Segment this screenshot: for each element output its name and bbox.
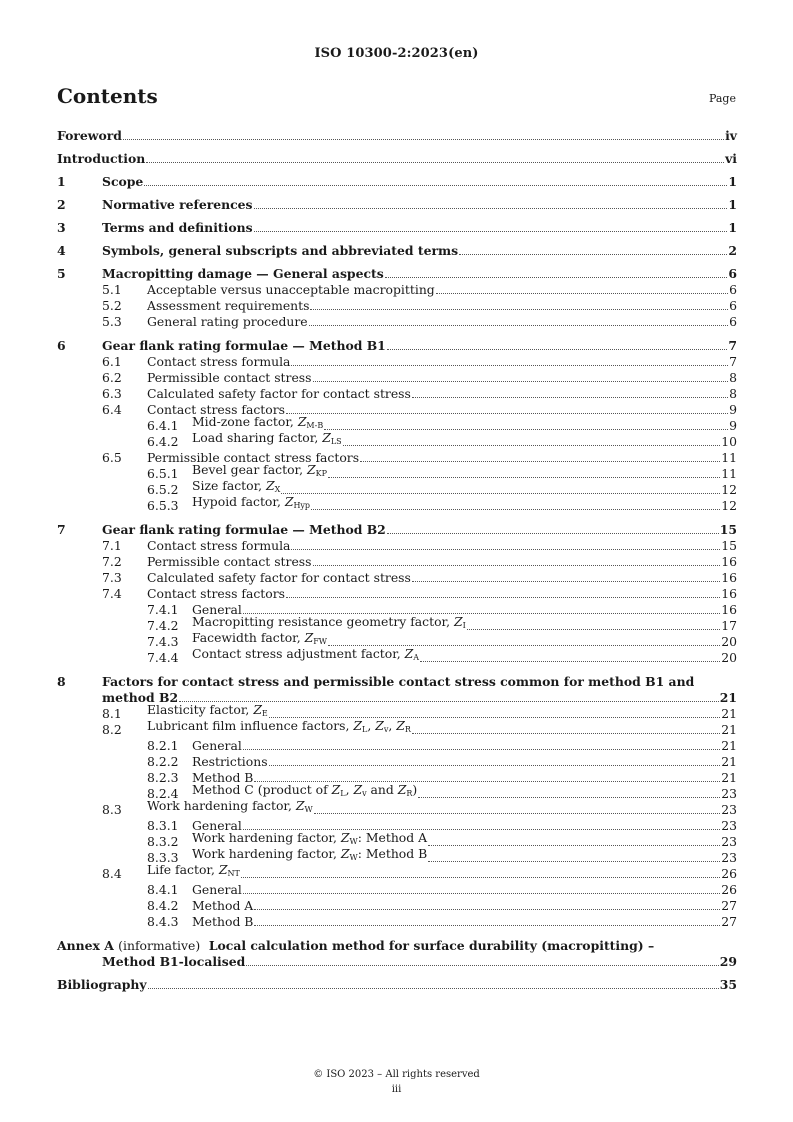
toc-entry-number: 6 bbox=[57, 338, 66, 353]
toc-entry-page: 6 bbox=[728, 266, 737, 281]
toc-entry-title: General bbox=[192, 818, 242, 833]
leader-dots bbox=[418, 797, 720, 798]
toc-entry-title: Method C (product of ZL, Zv and ZR) bbox=[192, 782, 418, 798]
toc-entry-page: 2 bbox=[728, 243, 737, 258]
toc-entry-number: 2 bbox=[57, 197, 66, 212]
toc-entry-section-8-4-3[interactable] bbox=[57, 914, 737, 930]
toc-entry-page: 7 bbox=[728, 338, 737, 353]
toc-entry-title: General bbox=[192, 882, 242, 897]
leader-dots bbox=[387, 349, 728, 350]
leader-dots bbox=[311, 509, 720, 510]
toc-entry-title: Mid-zone factor, ZM-B bbox=[192, 414, 324, 430]
toc-entry-section-8-2-1[interactable] bbox=[57, 738, 737, 754]
toc-entry-page: iv bbox=[725, 128, 737, 143]
toc-entry-title: Contact stress formula bbox=[147, 538, 291, 553]
toc-entry-title: Permissible contact stress bbox=[147, 554, 312, 569]
toc-entry-page: 27 bbox=[721, 914, 737, 929]
toc-entry-annex-a-line2[interactable] bbox=[57, 954, 737, 970]
toc-entry-page: 1 bbox=[728, 197, 737, 212]
leader-dots bbox=[459, 254, 727, 255]
toc-entry-number: 5.3 bbox=[102, 314, 122, 329]
toc-entry-page: 9 bbox=[729, 402, 737, 417]
toc-entry-page: 16 bbox=[721, 602, 737, 617]
leader-dots bbox=[144, 185, 727, 186]
toc-entry-number: 8.1 bbox=[102, 706, 122, 721]
toc-entry-section-8-2[interactable] bbox=[57, 718, 737, 738]
toc-entry-page: 16 bbox=[721, 554, 737, 569]
subscript: E bbox=[261, 709, 268, 718]
toc-entry-title: Size factor, ZX bbox=[192, 478, 281, 494]
toc-entry-number: 6.4.1 bbox=[147, 418, 179, 433]
toc-entry-title: Gear flank rating formulae — Method B1 bbox=[102, 338, 386, 353]
symbol: Z bbox=[266, 478, 275, 493]
toc-entry-title: Method B bbox=[192, 914, 254, 929]
toc-entry-page: 26 bbox=[721, 866, 737, 881]
leader-dots bbox=[254, 909, 720, 910]
toc-entry-section-6[interactable] bbox=[57, 338, 737, 354]
symbol: Z bbox=[353, 782, 363, 797]
toc-entry-section-6-4-2[interactable] bbox=[57, 430, 737, 450]
toc-entry-introduction[interactable] bbox=[57, 151, 737, 167]
symbol: Z bbox=[304, 630, 314, 645]
toc-entry-section-2[interactable] bbox=[57, 197, 737, 213]
toc-entry-section-7-3[interactable] bbox=[57, 570, 737, 586]
toc-entry-title: Contact stress factors bbox=[147, 402, 286, 417]
subscript: NT bbox=[227, 869, 240, 878]
subscript: W bbox=[349, 837, 358, 846]
leader-dots bbox=[146, 162, 724, 163]
toc-entry-title-line2: method B2 bbox=[102, 690, 179, 705]
page-column-label: Page bbox=[708, 92, 736, 105]
leader-dots bbox=[420, 661, 720, 662]
toc-entry-page: 17 bbox=[721, 618, 737, 633]
toc-entry-title: Foreword bbox=[57, 128, 122, 143]
toc-entry-page: 10 bbox=[721, 434, 737, 449]
symbol: Z bbox=[322, 430, 331, 445]
toc-entry-number: 8.3.1 bbox=[147, 818, 179, 833]
subscript: M-B bbox=[306, 421, 324, 430]
toc-entry-section-5-3[interactable] bbox=[57, 314, 737, 330]
subscript: v bbox=[383, 725, 389, 734]
toc-entry-number: 6.4.2 bbox=[147, 434, 179, 449]
toc-entry-section-6-5-1[interactable] bbox=[57, 462, 737, 482]
toc-entry-title: Life factor, ZNT bbox=[147, 862, 240, 878]
toc-entry-title: Macropitting damage — General aspects bbox=[102, 266, 384, 281]
table-of-contents bbox=[57, 128, 737, 993]
toc-entry-title: Facewidth factor, ZFW bbox=[192, 630, 327, 646]
toc-entry-section-8-2-2[interactable] bbox=[57, 754, 737, 770]
symbol: Z bbox=[454, 614, 463, 629]
toc-entry-number: 6.5.2 bbox=[147, 482, 179, 497]
toc-entry-title: Load sharing factor, ZLS bbox=[192, 430, 342, 446]
leader-dots bbox=[360, 461, 720, 462]
toc-entry-number: 5.2 bbox=[102, 298, 122, 313]
toc-entry-title-line2: Method B1-localised bbox=[102, 954, 246, 969]
toc-entry-section-6-4[interactable] bbox=[57, 402, 737, 418]
symbol: Z bbox=[218, 862, 228, 877]
toc-entry-number: 8.2.2 bbox=[147, 754, 179, 769]
toc-entry-section-7-2[interactable] bbox=[57, 554, 737, 570]
toc-entry-number: 8.3 bbox=[102, 802, 122, 817]
toc-entry-section-6-2[interactable] bbox=[57, 370, 737, 386]
toc-entry-section-6-1[interactable] bbox=[57, 354, 737, 370]
toc-entry-title: General bbox=[192, 602, 242, 617]
toc-entry-number: 6.3 bbox=[102, 386, 122, 401]
toc-entry-number: 7.3 bbox=[102, 570, 122, 585]
toc-entry-page: 8 bbox=[729, 386, 737, 401]
subscript: W bbox=[304, 805, 313, 814]
toc-entry-page: 21 bbox=[721, 738, 737, 753]
toc-entry-number: 8.2.1 bbox=[147, 738, 179, 753]
toc-entry-number: 8.3.3 bbox=[147, 850, 179, 865]
toc-entry-number: 8.2.4 bbox=[147, 786, 179, 801]
leader-dots bbox=[324, 429, 728, 430]
symbol: Z bbox=[306, 462, 316, 477]
toc-entry-title: Calculated safety factor for contact stress bbox=[147, 570, 411, 585]
toc-entry-page: 15 bbox=[719, 522, 737, 537]
toc-entry-title-line1: Factors for contact stress and permissible contact stress common for method B1 and bbox=[102, 674, 695, 689]
toc-entry-foreword[interactable] bbox=[57, 128, 737, 144]
toc-entry-title-line1: Local calculation method for surface durability (macropitting) – bbox=[208, 938, 655, 953]
leader-dots bbox=[328, 477, 720, 478]
leader-dots bbox=[291, 365, 728, 366]
toc-entry-page: 6 bbox=[729, 282, 737, 297]
toc-entry-title: Lubricant film influence factors, ZL, Zv, ZR bbox=[147, 718, 411, 734]
toc-entry-title: Restrictions bbox=[192, 754, 268, 769]
leader-dots bbox=[246, 965, 718, 966]
symbol: Z bbox=[331, 782, 341, 797]
subscript: R bbox=[404, 725, 411, 734]
toc-entry-section-7-1[interactable] bbox=[57, 538, 737, 554]
toc-entry-title: Method B bbox=[192, 770, 254, 785]
toc-entry-section-8-4-1[interactable] bbox=[57, 882, 737, 898]
toc-entry-page: vi bbox=[725, 151, 737, 166]
toc-entry-number: 6.5.1 bbox=[147, 466, 179, 481]
toc-entry-number: 1 bbox=[57, 174, 66, 189]
toc-entry-title: Normative references bbox=[102, 197, 253, 212]
contents-title: Contents bbox=[57, 84, 158, 108]
toc-entry-page: 23 bbox=[721, 850, 737, 865]
annex-a-heading bbox=[57, 938, 654, 954]
toc-entry-page: 6 bbox=[729, 314, 737, 329]
toc-entry-number: 7.4.2 bbox=[147, 618, 179, 633]
leader-dots bbox=[269, 765, 721, 766]
toc-entry-number: 8.3.2 bbox=[147, 834, 179, 849]
subscript: A bbox=[413, 653, 420, 662]
symbol: Z bbox=[297, 414, 307, 429]
toc-entry-section-8-4-2[interactable] bbox=[57, 898, 737, 914]
toc-entry-number: 6.2 bbox=[102, 370, 122, 385]
toc-entry-section-7-4[interactable] bbox=[57, 586, 737, 602]
toc-entry-number: 8.4.1 bbox=[147, 882, 179, 897]
toc-entry-title: Calculated safety factor for contact stress bbox=[147, 386, 411, 401]
toc-entry-title: Permissible contact stress bbox=[147, 370, 312, 385]
leader-dots bbox=[254, 208, 728, 209]
symbol: Z bbox=[253, 702, 262, 717]
toc-entry-section-6-5[interactable] bbox=[57, 450, 737, 466]
toc-entry-number: 6.1 bbox=[102, 354, 122, 369]
toc-entry-title: Permissible contact stress factors bbox=[147, 450, 360, 465]
toc-entry-page: 23 bbox=[721, 818, 737, 833]
toc-entry-number: 8.4.3 bbox=[147, 914, 179, 929]
leader-dots bbox=[281, 493, 720, 494]
toc-entry-section-5-1[interactable] bbox=[57, 282, 737, 298]
toc-entry-number: 7.1 bbox=[102, 538, 122, 553]
copyright-notice: © ISO 2023 – All rights reserved bbox=[313, 1069, 480, 1080]
leader-dots bbox=[309, 325, 728, 326]
toc-entry-title: Method A bbox=[192, 898, 254, 913]
toc-entry-number: 7.4 bbox=[102, 586, 122, 601]
subscript: LS bbox=[330, 437, 342, 446]
toc-entry-page: 7 bbox=[729, 354, 737, 369]
toc-entry-title: Contact stress factors bbox=[147, 586, 286, 601]
toc-entry-title: Bibliography bbox=[57, 977, 147, 992]
toc-entry-page: 23 bbox=[721, 802, 737, 817]
toc-entry-section-7-4-2[interactable] bbox=[57, 614, 737, 634]
symbol: Z bbox=[295, 798, 305, 813]
symbol: Z bbox=[340, 846, 350, 861]
symbol: Z bbox=[340, 830, 350, 845]
leader-dots bbox=[314, 813, 721, 814]
toc-entry-page: 29 bbox=[719, 954, 737, 969]
leader-dots bbox=[343, 445, 721, 446]
symbol: Z bbox=[397, 782, 407, 797]
toc-entry-number: 7.4.4 bbox=[147, 650, 179, 665]
document-id-header: ISO 10300-2:2023(en) bbox=[314, 46, 479, 61]
toc-entry-page: 20 bbox=[721, 650, 737, 665]
toc-entry-number: 7 bbox=[57, 522, 66, 537]
leader-dots bbox=[310, 309, 728, 310]
toc-entry-section-8-4[interactable] bbox=[57, 862, 737, 882]
subscript: Hyp bbox=[293, 501, 311, 510]
toc-entry-title: Acceptable versus unacceptable macropitting bbox=[147, 282, 435, 297]
toc-entry-page: 16 bbox=[721, 570, 737, 585]
toc-entry-page: 27 bbox=[721, 898, 737, 913]
toc-entry-section-7[interactable] bbox=[57, 522, 737, 538]
toc-entry-number: 8.2.3 bbox=[147, 770, 179, 785]
subscript: I bbox=[462, 621, 466, 630]
toc-entry-page: 35 bbox=[719, 977, 737, 992]
toc-entry-page: 12 bbox=[721, 482, 737, 497]
page-number: iii bbox=[391, 1084, 402, 1095]
toc-entry-section-6-5-3[interactable] bbox=[57, 494, 737, 514]
toc-entry-section-6-3[interactable] bbox=[57, 386, 737, 402]
subscript: L bbox=[362, 725, 368, 734]
toc-entry-bibliography[interactable] bbox=[57, 977, 737, 993]
leader-dots bbox=[412, 397, 728, 398]
toc-entry-number: 4 bbox=[57, 243, 66, 258]
toc-entry-page: 1 bbox=[728, 220, 737, 235]
toc-entry-title: General bbox=[192, 738, 242, 753]
toc-entry-title: Work hardening factor, ZW: Method B bbox=[192, 846, 428, 862]
toc-entry-number: 8.4.2 bbox=[147, 898, 179, 913]
toc-entry-number: 8 bbox=[57, 674, 66, 689]
toc-entry-number: 5 bbox=[57, 266, 66, 281]
leader-dots bbox=[467, 629, 720, 630]
toc-entry-title: Hypoid factor, ZHyp bbox=[192, 494, 311, 510]
leader-dots bbox=[385, 277, 728, 278]
page-footer bbox=[0, 1067, 793, 1097]
toc-entry-title: Elasticity factor, ZE bbox=[147, 702, 268, 718]
leader-dots bbox=[313, 381, 729, 382]
toc-entry-page: 23 bbox=[721, 786, 737, 801]
subscript: W bbox=[349, 853, 358, 862]
toc-entry-page: 21 bbox=[719, 690, 737, 705]
toc-entry-section-4[interactable] bbox=[57, 243, 737, 259]
symbol: Z bbox=[404, 646, 414, 661]
leader-dots bbox=[254, 925, 720, 926]
toc-entry-annex-a-line1[interactable] bbox=[57, 938, 737, 954]
leader-dots bbox=[254, 231, 728, 232]
symbol: Z bbox=[396, 718, 405, 733]
leader-dots bbox=[387, 533, 719, 534]
toc-entry-page: 26 bbox=[721, 882, 737, 897]
toc-entry-section-7-4-4[interactable] bbox=[57, 646, 737, 666]
leader-dots bbox=[412, 733, 720, 734]
toc-entry-number: 7.2 bbox=[102, 554, 122, 569]
toc-entry-number: 7.4.3 bbox=[147, 634, 179, 649]
toc-entry-section-8-line1[interactable] bbox=[57, 674, 737, 690]
symbol: Z bbox=[375, 718, 384, 733]
toc-entry-page: 21 bbox=[721, 722, 737, 737]
toc-entry-title: Contact stress formula bbox=[147, 354, 291, 369]
toc-entry-page: 15 bbox=[721, 538, 737, 553]
symbol: Z bbox=[353, 718, 362, 733]
leader-dots bbox=[148, 988, 719, 989]
toc-entry-page: 11 bbox=[721, 450, 737, 465]
toc-entry-section-8-3[interactable] bbox=[57, 798, 737, 818]
leader-dots bbox=[291, 549, 720, 550]
toc-entry-title: Bevel gear factor, ZKP bbox=[192, 462, 327, 478]
toc-entry-page: 21 bbox=[721, 770, 737, 785]
leader-dots bbox=[428, 861, 720, 862]
leader-dots bbox=[241, 877, 720, 878]
toc-entry-title: Terms and definitions bbox=[102, 220, 253, 235]
subscript: KP bbox=[315, 469, 327, 478]
toc-entry-page: 9 bbox=[729, 418, 737, 433]
leader-dots bbox=[286, 597, 720, 598]
toc-entry-page: 8 bbox=[729, 370, 737, 385]
toc-entry-page: 11 bbox=[721, 466, 737, 481]
subscript: v bbox=[362, 789, 367, 798]
toc-entry-page: 6 bbox=[729, 298, 737, 313]
toc-entry-section-6-5-2[interactable] bbox=[57, 478, 737, 498]
toc-entry-section-5[interactable] bbox=[57, 266, 737, 282]
subscript: L bbox=[340, 789, 346, 798]
toc-entry-section-5-2[interactable] bbox=[57, 298, 737, 314]
annex-label: Annex A bbox=[57, 938, 114, 953]
toc-entry-number: 5.1 bbox=[102, 282, 122, 297]
subscript: R bbox=[406, 789, 413, 798]
toc-entry-number: 6.5.3 bbox=[147, 498, 179, 513]
toc-entry-number: 6.5 bbox=[102, 450, 122, 465]
toc-entry-title: Assessment requirements bbox=[147, 298, 310, 313]
toc-entry-number: 6.4 bbox=[102, 402, 122, 417]
leader-dots bbox=[313, 565, 721, 566]
toc-entry-number: 3 bbox=[57, 220, 66, 235]
toc-entry-title: Work hardening factor, ZW bbox=[147, 798, 313, 814]
toc-entry-number: 8.2 bbox=[102, 722, 122, 737]
annex-kind: (informative) bbox=[118, 938, 201, 953]
toc-entry-page: 23 bbox=[721, 834, 737, 849]
subscript: FW bbox=[313, 637, 327, 646]
toc-entry-page: 21 bbox=[721, 754, 737, 769]
toc-entry-title: Contact stress adjustment factor, ZA bbox=[192, 646, 420, 662]
subscript: X bbox=[274, 485, 281, 494]
toc-entry-number: 7.4.1 bbox=[147, 602, 179, 617]
toc-entry-title: Work hardening factor, ZW: Method A bbox=[192, 830, 428, 846]
toc-entry-title: Macropitting resistance geometry factor, ZI bbox=[192, 614, 466, 630]
toc-entry-section-1[interactable] bbox=[57, 174, 737, 190]
toc-entry-page: 1 bbox=[728, 174, 737, 189]
toc-entry-page: 16 bbox=[721, 586, 737, 601]
leader-dots bbox=[243, 893, 720, 894]
leader-dots bbox=[123, 139, 724, 140]
toc-entry-number: 8.4 bbox=[102, 866, 122, 881]
toc-entry-section-3[interactable] bbox=[57, 220, 737, 236]
toc-entry-title: Introduction bbox=[57, 151, 146, 166]
leader-dots bbox=[412, 581, 720, 582]
leader-dots bbox=[428, 845, 720, 846]
toc-entry-page: 20 bbox=[721, 634, 737, 649]
toc-entry-title: Gear flank rating formulae — Method B2 bbox=[102, 522, 386, 537]
toc-entry-page: 21 bbox=[721, 706, 737, 721]
leader-dots bbox=[243, 749, 720, 750]
toc-entry-title: General rating procedure bbox=[147, 314, 308, 329]
leader-dots bbox=[436, 293, 728, 294]
toc-entry-title: Symbols, general subscripts and abbreviated terms bbox=[102, 243, 459, 258]
toc-entry-section-6-4-1[interactable] bbox=[57, 414, 737, 434]
toc-entry-title: Scope bbox=[102, 174, 144, 189]
symbol: Z bbox=[284, 494, 294, 509]
leader-dots bbox=[286, 413, 728, 414]
toc-entry-page: 12 bbox=[721, 498, 737, 513]
